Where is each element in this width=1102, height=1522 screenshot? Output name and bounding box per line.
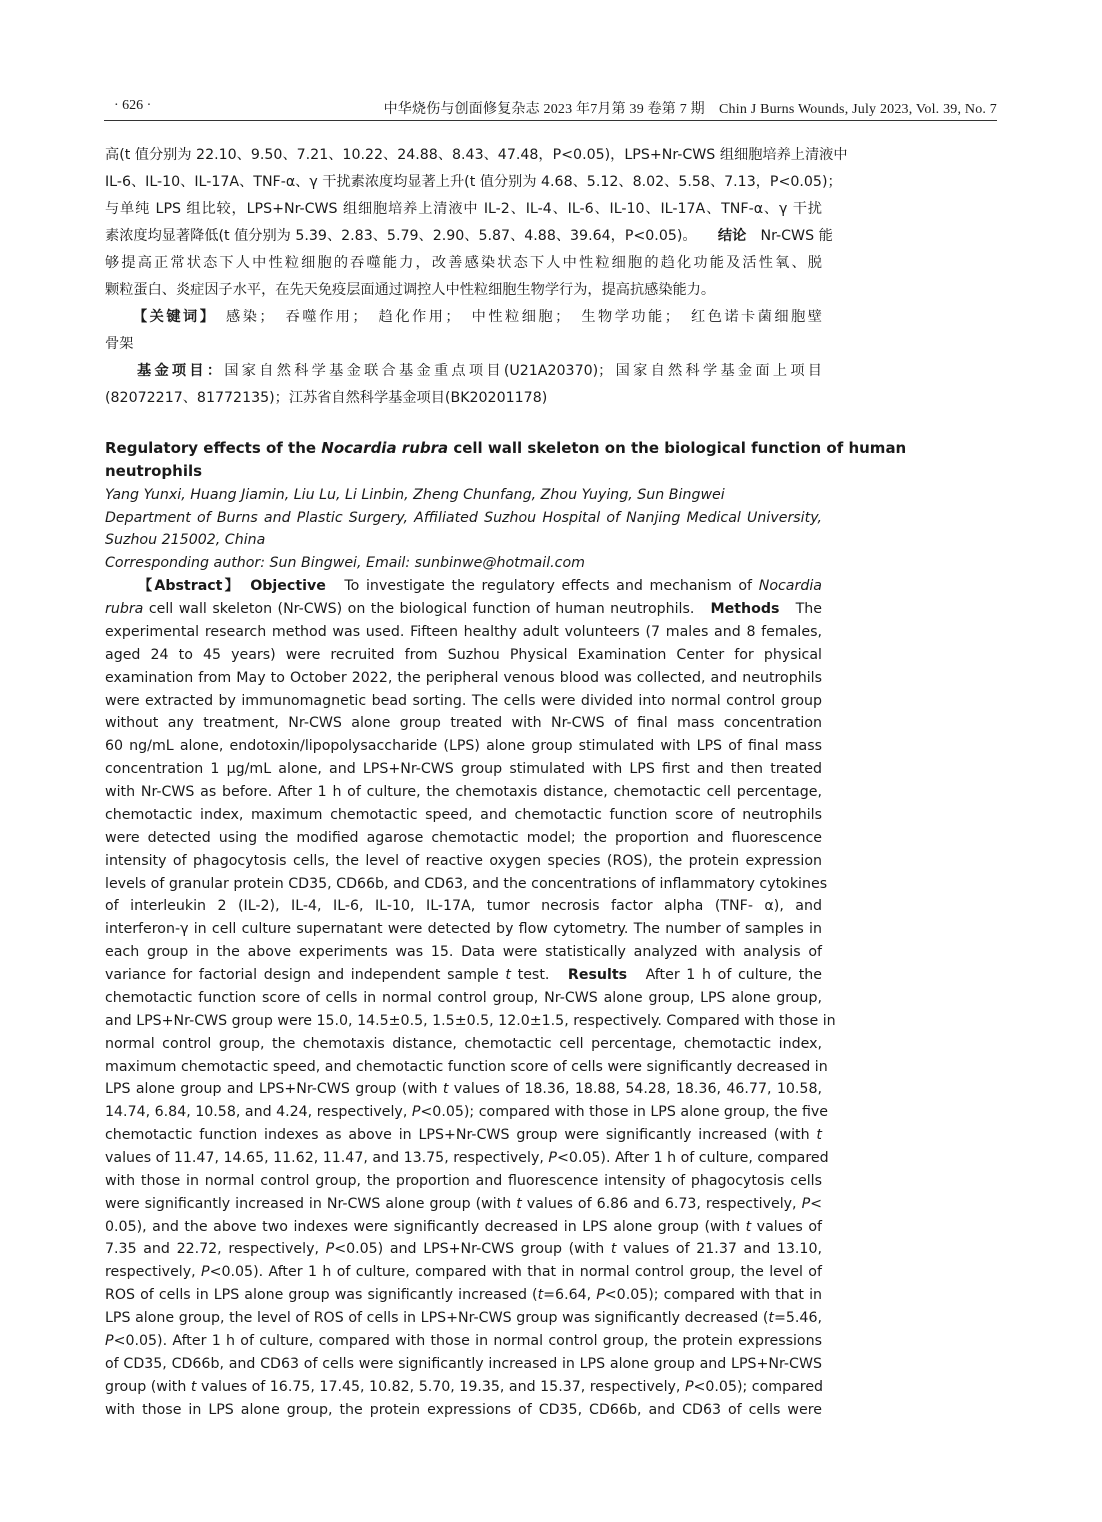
cn-line: 与单纯 LPS 组比较，LPS+Nr-CWS 组细胞培养上清液中 IL-2、IL-4、IL-6、IL-10、IL-17A、TNF-α、γ 干扰 <box>105 201 822 217</box>
abstract-line: chemotactic function score of cells in normal control group, Nr-CWS alone group, LPS alone group, <box>105 990 822 1006</box>
keywords <box>133 304 822 331</box>
objective-label: Objective <box>250 578 326 594</box>
affiliation-line2: Suzhou 215002, China <box>105 532 266 548</box>
abstract-line: concentration 1 μg/mL alone, and LPS+Nr-CWS group stimulated with LPS first and then treated <box>105 761 822 777</box>
running-header <box>104 96 997 121</box>
abstract-line: values of 11.47, 14.65, 11.62, 11.47, and 13.75, respectively, P<0.05). After 1 h of culture, compared <box>105 1150 829 1166</box>
abstract-line: 0.05), and the above two indexes were significantly decreased in LPS alone group (with t values of <box>105 1219 823 1235</box>
cn-line: 颗粒蛋白、炎症因子水平，在先天免疫层面通过调控人中性粒细胞生物学行为，提高抗感染能力。 <box>105 282 716 298</box>
abstract-line: 7.35 and 22.72, respectively, P<0.05) and LPS+Nr-CWS group (with t values of 21.37 and 13.10, <box>105 1241 822 1257</box>
results-label: Results <box>567 967 628 983</box>
conclusion-label: 结论 <box>717 228 747 244</box>
abstract-line: examination from May to October 2022, the peripheral venous blood was collected, and neutrophils <box>105 670 822 686</box>
abstract-line: with Nr-CWS as before. After 1 h of culture, the chemotaxis distance, chemotactic cell percentage, <box>105 784 822 800</box>
abstract-line: with those in LPS alone group, the protein expressions of CD35, CD66b, and CD63 of cells were <box>105 1402 822 1418</box>
abstract-line: rubra cell wall skeleton (Nr-CWS) on the biological function of human neutrophils. Methods The <box>105 601 822 617</box>
abstract-line: with those in normal control group, the proportion and fluorescence intensity of phagocytosis cells <box>105 1173 822 1189</box>
cn-line-conclusion <box>105 223 833 250</box>
funding-line: 国家自然科学基金联合基金重点项目(U21A20370)；国家自然科学基金面上项目 <box>224 363 822 379</box>
journal-citation: 中华烧伤与创面修复杂志 2023 年7月第 39 卷第 7 期 Chin J Burns Wounds, July 2023, Vol. 39, No. 7 <box>383 102 997 117</box>
abstract-line: 【Abstract】 Objective To investigate the regulatory effects and mechanism of Nocardia <box>138 578 822 594</box>
abstract-line: 60 ng/mL alone, endotoxin/lipopolysaccharide (LPS) alone group stimulated with LPS of final mass <box>105 738 822 754</box>
authors: Yang Yunxi, Huang Jiamin, Liu Lu, Li Linbin, Zheng Chunfang, Zhou Yuying, Sun Bingwei <box>105 487 725 503</box>
keywords-line: 感染； 吞噬作用； 趋化作用； 中性粒细胞； 生物学功能； 红色诺卡菌细胞壁 <box>226 309 822 325</box>
abstract-line: experimental research method was used. Fifteen healthy adult volunteers (7 males and 8 females, <box>105 624 822 640</box>
abstract-line: of CD35, CD66b, and CD63 of cells were significantly increased in LPS alone group and LPS+Nr-CWS <box>105 1356 822 1372</box>
abstract-line: were significantly increased in Nr-CWS alone group (with t values of 6.86 and 6.73, respectively, P< <box>105 1196 823 1212</box>
english-title-line2: neutrophils <box>105 462 203 480</box>
abstract-line: chemotactic index, maximum chemotactic speed, and chemotactic function score of neutrophils <box>105 807 822 823</box>
abstract-line: 14.74, 6.84, 10.58, and 4.24, respectively, P<0.05); compared with those in LPS alone group, the five <box>105 1104 829 1120</box>
corresponding-author: Corresponding author: Sun Bingwei, Email: sunbinwe@hotmail.com <box>105 555 585 571</box>
abstract-line: chemotactic function indexes as above in LPS+Nr-CWS group were significantly increased (with t <box>105 1127 822 1143</box>
conclusion-text: Nr-CWS 能 <box>760 228 833 244</box>
cn-line: 素浓度均显著降低(t 值分别为 5.39、2.83、5.79、2.90、5.87、4.88、39.64，P<0.05)。 <box>105 228 690 244</box>
page-number: · 626 · <box>114 98 152 113</box>
abstract-line: were detected using the modified agarose chemotactic model; the proportion and fluorescence <box>105 830 822 846</box>
abstract-line: ROS of cells in LPS alone group was significantly increased (t=6.64, P<0.05); compared with that in <box>105 1287 823 1303</box>
abstract-line: variance for factorial design and independent sample t test. Results After 1 h of culture, the <box>105 967 822 983</box>
abstract-line: LPS alone group and LPS+Nr-CWS group (with t values of 18.36, 18.88, 54.28, 18.36, 46.77, 10.58, <box>105 1081 822 1097</box>
abstract-line: group (with t values of 16.75, 17.45, 10.82, 5.70, 19.35, and 15.37, respectively, P<0.05); compared <box>105 1379 824 1395</box>
abstract-line: intensity of phagocytosis cells, the level of reactive oxygen species (ROS), the protein expression <box>105 853 822 869</box>
abstract-line: each group in the above experiments was 15. Data were statistically analyzed with analysis of <box>105 944 822 960</box>
funding <box>137 358 822 385</box>
methods-label: Methods <box>710 601 780 617</box>
abstract-line: and LPS+Nr-CWS group were 15.0, 14.5±0.5, 1.5±0.5, 12.0±1.5, respectively. Compared with those in <box>105 1013 836 1029</box>
abstract-line: without any treatment, Nr-CWS alone group treated with Nr-CWS of final mass concentration <box>105 715 822 731</box>
abstract-line: interferon-γ in cell culture supernatant were detected by flow cytometry. The number of samples in <box>105 921 822 937</box>
abstract-line: normal control group, the chemotaxis distance, chemotactic cell percentage, chemotactic index, <box>105 1036 822 1052</box>
abstract-label: 【Abstract】 <box>138 578 234 594</box>
cn-line: 高(t 值分别为 22.10、9.50、7.21、10.22、24.88、8.43、47.48，P<0.05)，LPS+Nr-CWS 组细胞培养上清液中 <box>105 147 848 163</box>
abstract-line: aged 24 to 45 years) were recruited from Suzhou Physical Examination Center for physical <box>105 647 822 663</box>
abstract-line: levels of granular protein CD35, CD66b, and CD63, and the concentrations of inflammatory cytokines <box>105 876 828 892</box>
abstract-line: maximum chemotactic speed, and chemotactic function score of cells were significantly decreased in <box>105 1059 828 1075</box>
cn-line: IL-6、IL-10、IL-17A、TNF-α、γ 干扰素浓度均显著上升(t 值分别为 4.68、5.12、8.02、5.58、7.13，P<0.05)； <box>105 174 842 190</box>
keywords-line: 骨架 <box>105 336 134 352</box>
abstract-line: LPS alone group, the level of ROS of cells in LPS+Nr-CWS group was significantly decreased (t=5.46, <box>105 1310 822 1326</box>
affiliation: Department of Burns and Plastic Surgery, Affiliated Suzhou Hospital of Nanjing Medical University, <box>105 510 822 526</box>
keywords-label: 【关键词】 <box>133 309 210 325</box>
cn-line: 够提高正常状态下人中性粒细胞的吞噬能力，改善感染状态下人中性粒细胞的趋化功能及活性氧、脱 <box>105 255 822 271</box>
abstract-line: P<0.05). After 1 h of culture, compared with those in normal control group, the protein expressions <box>105 1333 822 1349</box>
english-title: Regulatory effects of the Nocardia rubra cell wall skeleton on the biological function of human <box>105 439 907 457</box>
abstract-line: were extracted by immunomagnetic bead sorting. The cells were divided into normal control group <box>105 693 822 709</box>
abstract-line: of interleukin 2 (IL-2), IL-4, IL-6, IL-10, IL-17A, tumor necrosis factor alpha (TNF- α), and <box>105 898 822 914</box>
abstract-line: respectively, P<0.05). After 1 h of culture, compared with that in normal control group, the level of <box>105 1264 822 1280</box>
funding-line: (82072217、81772135)；江苏省自然科学基金项目(BK20201178) <box>105 390 548 406</box>
funding-label: 基金项目： <box>137 363 225 379</box>
